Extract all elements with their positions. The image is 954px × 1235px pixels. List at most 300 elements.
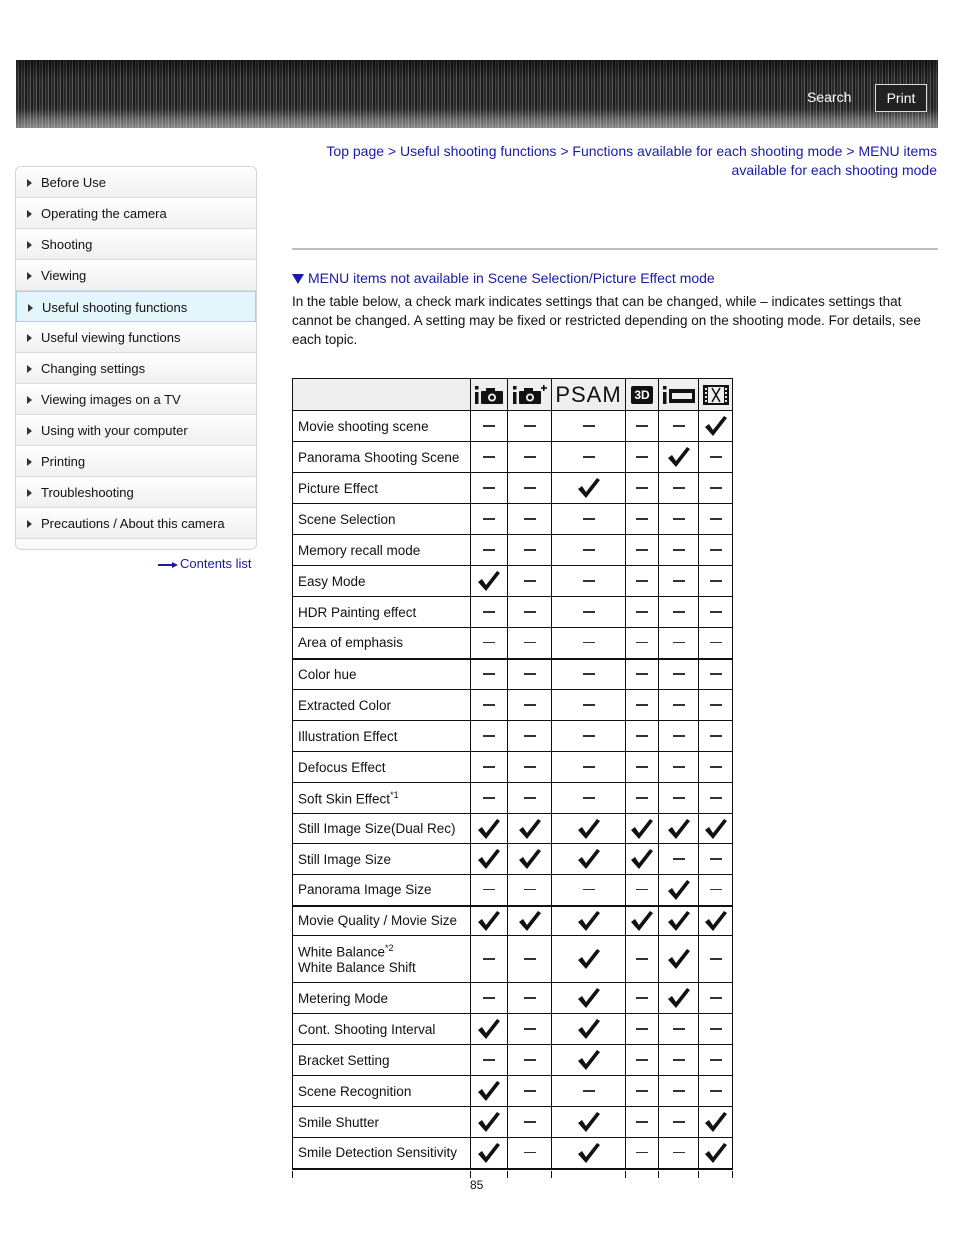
dash-icon <box>483 549 495 551</box>
table-row <box>293 442 733 473</box>
row-label-cell <box>293 442 471 473</box>
table-row <box>293 597 733 628</box>
row-label: Area of emphasis <box>298 635 404 651</box>
mode-cell <box>552 814 626 844</box>
mode-cell <box>626 983 659 1014</box>
sidebar-item-label: Precautions / About this camera <box>41 516 225 531</box>
mode-cell <box>659 473 699 504</box>
sidebar-item[interactable] <box>16 446 256 477</box>
dash-icon <box>524 642 536 644</box>
dash-icon <box>673 704 685 706</box>
dash-icon <box>483 487 495 489</box>
mode-cell <box>699 504 733 535</box>
section-title-text: MENU items not available in Scene Selection/Picture Effect mode <box>308 270 715 286</box>
dash-icon <box>524 766 536 768</box>
row-label: Illustration Effect <box>298 728 398 744</box>
table-row <box>293 844 733 875</box>
mode-cell <box>508 936 552 983</box>
breadcrumb <box>292 142 937 180</box>
divider <box>292 248 938 250</box>
dash-icon <box>710 797 722 799</box>
psam-icon: PSAM <box>555 381 622 407</box>
mode-cell <box>626 752 659 783</box>
contents-list-link[interactable] <box>158 556 252 571</box>
dash-icon <box>636 766 648 768</box>
table-row <box>293 814 733 844</box>
dash-icon <box>483 766 495 768</box>
row-label-cell <box>293 690 471 721</box>
table-row <box>293 1107 733 1138</box>
mode-cell <box>699 875 733 906</box>
mode-cell <box>699 535 733 566</box>
dash-icon <box>636 518 648 520</box>
dash-icon <box>524 997 536 999</box>
check-icon <box>477 1111 501 1133</box>
intelligent-auto-icon <box>473 384 505 406</box>
dash-icon <box>524 611 536 613</box>
mode-cell <box>471 690 508 721</box>
menu-items-table <box>292 378 733 1170</box>
row-label: Memory recall mode <box>298 542 421 558</box>
dash-icon <box>636 704 648 706</box>
table-row <box>293 628 733 659</box>
mode-cell <box>626 597 659 628</box>
dash-icon <box>524 704 536 706</box>
check-icon <box>477 1080 501 1102</box>
sidebar-item[interactable] <box>16 508 256 539</box>
sidebar-item[interactable] <box>16 384 256 415</box>
mode-cell <box>699 473 733 504</box>
check-icon <box>477 910 501 932</box>
mode-cell <box>699 659 733 690</box>
table-row <box>293 1014 733 1045</box>
dash-icon <box>524 456 536 458</box>
sidebar-item-label: Shooting <box>41 237 93 252</box>
mode-cell <box>471 504 508 535</box>
mode-cell <box>699 411 733 442</box>
mode-cell <box>659 875 699 906</box>
dash-icon <box>673 858 685 860</box>
mode-cell <box>471 566 508 597</box>
check-icon <box>630 910 654 932</box>
mode-cell <box>699 690 733 721</box>
sidebar-item[interactable] <box>16 353 256 384</box>
mode-cell <box>659 936 699 983</box>
row-label: White Balance <box>298 944 386 960</box>
dash-icon <box>636 642 648 644</box>
row-label: Picture Effect <box>298 480 379 496</box>
dash-icon <box>636 1090 648 1092</box>
dash-icon <box>583 1090 595 1092</box>
mode-cell <box>508 783 552 814</box>
mode-cell <box>552 566 626 597</box>
row-label-secondary: White Balance Shift <box>298 959 416 975</box>
mode-cell <box>508 721 552 752</box>
check-icon <box>667 987 691 1009</box>
row-label-cell <box>293 814 471 844</box>
row-label: Easy Mode <box>298 573 366 589</box>
mode-cell <box>471 814 508 844</box>
mode-cell <box>659 1076 699 1107</box>
dash-icon <box>673 549 685 551</box>
dash-icon <box>710 735 722 737</box>
mode-cell <box>552 411 626 442</box>
row-label: Metering Mode <box>298 990 389 1006</box>
dash-icon <box>483 704 495 706</box>
mode-cell <box>508 844 552 875</box>
check-icon <box>577 848 601 870</box>
header-mode-cell <box>659 379 699 411</box>
mode-cell <box>699 1045 733 1076</box>
mode-cell <box>552 721 626 752</box>
table-row <box>293 936 733 983</box>
mode-cell <box>508 1045 552 1076</box>
table-tail-line <box>732 1171 733 1178</box>
mode-cell <box>471 844 508 875</box>
dash-icon <box>483 456 495 458</box>
mode-cell <box>626 875 659 906</box>
dash-icon <box>636 580 648 582</box>
mode-cell <box>552 1107 626 1138</box>
check-icon <box>704 1111 728 1133</box>
mode-cell <box>659 844 699 875</box>
dash-icon <box>583 580 595 582</box>
page-number: 85 <box>470 1178 484 1192</box>
dash-icon <box>483 735 495 737</box>
section-title-link[interactable] <box>292 270 715 286</box>
sidebar-item[interactable] <box>16 291 256 322</box>
dash-icon <box>483 642 495 644</box>
check-icon <box>667 446 691 468</box>
mode-cell <box>626 1014 659 1045</box>
mode-cell <box>626 936 659 983</box>
dash-icon <box>636 673 648 675</box>
check-icon <box>667 910 691 932</box>
mode-cell <box>699 597 733 628</box>
row-label: Extracted Color <box>298 697 392 713</box>
dash-icon <box>673 735 685 737</box>
caret-right-icon <box>28 304 33 312</box>
caret-right-icon <box>27 489 32 497</box>
mode-cell <box>508 659 552 690</box>
dash-icon <box>483 997 495 999</box>
check-icon <box>577 948 601 970</box>
mode-cell <box>659 628 699 659</box>
check-icon <box>667 948 691 970</box>
mode-cell <box>699 983 733 1014</box>
sidebar-item-label: Changing settings <box>41 361 146 376</box>
mode-cell <box>552 752 626 783</box>
mode-cell <box>471 983 508 1014</box>
mode-cell <box>471 1107 508 1138</box>
dash-icon <box>524 518 536 520</box>
mode-cell <box>659 983 699 1014</box>
dash-icon <box>483 958 495 960</box>
dash-icon <box>583 425 595 427</box>
dash-icon <box>673 642 685 644</box>
table-row <box>293 1076 733 1107</box>
header-mode-cell <box>699 379 733 411</box>
mode-cell <box>699 1107 733 1138</box>
intro-paragraph: In the table below, a check mark indicates settings that can be changed, while – indicates settings that cannot be changed. A setting may be fixed or restricted depending on the shooting mode. For details, see each topic. <box>292 294 921 347</box>
dash-icon <box>673 1028 685 1030</box>
row-label-cell <box>293 906 471 936</box>
dash-icon <box>483 425 495 427</box>
mode-cell <box>471 1076 508 1107</box>
triangle-down-icon <box>292 274 304 284</box>
dash-icon <box>636 1121 648 1123</box>
check-icon <box>704 415 728 437</box>
dash-icon <box>524 487 536 489</box>
contents-list-label: Contents list <box>180 556 252 571</box>
row-label-cell <box>293 1014 471 1045</box>
table-tail-line <box>698 1171 699 1178</box>
dash-icon <box>524 1121 536 1123</box>
mode-cell <box>626 411 659 442</box>
dash-icon <box>483 797 495 799</box>
mode-cell <box>699 906 733 936</box>
mode-cell <box>699 936 733 983</box>
mode-cell <box>552 875 626 906</box>
mode-cell <box>659 566 699 597</box>
dash-icon <box>583 766 595 768</box>
dash-icon <box>710 580 722 582</box>
dash-icon <box>524 1028 536 1030</box>
dash-icon <box>524 549 536 551</box>
table-row <box>293 1138 733 1169</box>
mode-cell <box>626 535 659 566</box>
mode-cell <box>659 1014 699 1045</box>
row-label-cell <box>293 936 471 983</box>
mode-cell <box>699 566 733 597</box>
dash-icon <box>483 1059 495 1061</box>
mode-cell <box>471 628 508 659</box>
mode-cell <box>699 442 733 473</box>
mode-cell <box>508 906 552 936</box>
mode-cell <box>508 442 552 473</box>
mode-cell <box>699 1138 733 1169</box>
mode-cell <box>471 721 508 752</box>
caret-right-icon <box>27 179 32 187</box>
mode-cell <box>626 504 659 535</box>
mode-cell <box>699 814 733 844</box>
dash-icon <box>636 1028 648 1030</box>
caret-right-icon <box>27 241 32 249</box>
mode-cell <box>508 814 552 844</box>
mode-cell <box>699 1014 733 1045</box>
sidebar-item-label: Using with your computer <box>41 423 188 438</box>
table-row <box>293 1045 733 1076</box>
check-icon <box>577 818 601 840</box>
mode-cell <box>659 783 699 814</box>
dash-icon <box>710 1028 722 1030</box>
sidebar-item-label: Viewing images on a TV <box>41 392 181 407</box>
dash-icon <box>636 889 648 891</box>
dash-icon <box>636 611 648 613</box>
dash-icon <box>583 735 595 737</box>
header-mode-cell <box>552 379 626 411</box>
mode-cell <box>552 1076 626 1107</box>
check-icon <box>667 879 691 901</box>
row-label-cell <box>293 1045 471 1076</box>
sidebar-item[interactable] <box>16 229 256 260</box>
dash-icon <box>524 889 536 891</box>
mode-cell <box>552 659 626 690</box>
table-tail-line <box>551 1171 552 1178</box>
table-row <box>293 906 733 936</box>
mode-cell <box>552 844 626 875</box>
mode-cell <box>552 906 626 936</box>
table-row <box>293 473 733 504</box>
mode-cell <box>508 752 552 783</box>
dash-icon <box>524 1059 536 1061</box>
check-icon <box>477 818 501 840</box>
dash-icon <box>673 1059 685 1061</box>
mode-cell <box>626 690 659 721</box>
mode-cell <box>508 411 552 442</box>
header-mode-cell <box>626 379 659 411</box>
breadcrumb-separator: > <box>387 143 397 159</box>
footnote-marker: *2 <box>385 943 394 954</box>
print-button[interactable]: Print <box>875 84 927 112</box>
sidebar-nav <box>15 166 257 550</box>
sidebar-item[interactable] <box>16 322 256 353</box>
row-label: Cont. Shooting Interval <box>298 1021 436 1037</box>
mode-cell <box>626 814 659 844</box>
breadcrumb-functions-available[interactable]: Functions available for each shooting mode <box>572 143 843 159</box>
dash-icon <box>583 797 595 799</box>
search-link[interactable]: Search <box>807 89 852 105</box>
dash-icon <box>710 858 722 860</box>
mode-cell <box>659 1045 699 1076</box>
table-row <box>293 411 733 442</box>
dash-icon <box>710 456 722 458</box>
superior-auto-icon <box>511 384 549 406</box>
mode-cell <box>552 1014 626 1045</box>
mode-cell <box>471 906 508 936</box>
mode-cell <box>626 1138 659 1169</box>
caret-right-icon <box>27 458 32 466</box>
breadcrumb-top-page[interactable]: Top page <box>326 143 385 159</box>
table-row <box>293 504 733 535</box>
dash-icon <box>583 642 595 644</box>
dash-icon <box>636 997 648 999</box>
row-label: Movie shooting scene <box>298 418 429 434</box>
row-label: Bracket Setting <box>298 1052 390 1068</box>
table-row <box>293 659 733 690</box>
sidebar-item[interactable] <box>16 415 256 446</box>
movie-mode-icon <box>703 384 729 406</box>
dash-icon <box>524 958 536 960</box>
mode-cell <box>508 690 552 721</box>
mode-cell <box>552 473 626 504</box>
mode-cell <box>659 721 699 752</box>
table-tail-line <box>292 1171 293 1178</box>
mode-cell <box>552 936 626 983</box>
row-label: Still Image Size <box>298 851 392 867</box>
row-label-cell <box>293 721 471 752</box>
row-label-cell <box>293 752 471 783</box>
dash-icon <box>673 425 685 427</box>
mode-cell <box>626 566 659 597</box>
sidebar-item[interactable] <box>16 198 256 229</box>
dash-icon <box>710 889 722 891</box>
dash-icon <box>524 735 536 737</box>
check-icon <box>704 1142 728 1164</box>
dash-icon <box>673 797 685 799</box>
row-label: Panorama Image Size <box>298 882 432 898</box>
dash-icon <box>583 611 595 613</box>
row-label-cell <box>293 411 471 442</box>
caret-right-icon <box>27 520 32 528</box>
mode-cell <box>471 936 508 983</box>
dash-icon <box>710 958 722 960</box>
sidebar-item-label: Operating the camera <box>41 206 167 221</box>
caret-right-icon <box>27 365 32 373</box>
breadcrumb-menu-items[interactable]: MENU items available for each shooting mode <box>731 143 937 178</box>
table-row <box>293 566 733 597</box>
dash-icon <box>524 1090 536 1092</box>
sidebar-item-label: Useful viewing functions <box>41 330 181 345</box>
dash-icon <box>673 1090 685 1092</box>
dash-icon <box>636 735 648 737</box>
table-row <box>293 752 733 783</box>
mode-cell <box>659 752 699 783</box>
row-label: Panorama Shooting Scene <box>298 449 460 465</box>
sidebar-item[interactable] <box>16 260 256 291</box>
sidebar-item-label: Viewing <box>41 268 87 283</box>
dash-icon <box>710 1059 722 1061</box>
mode-cell <box>626 906 659 936</box>
mode-cell <box>626 628 659 659</box>
table-header-row <box>293 379 733 411</box>
table-tail-line <box>658 1171 659 1178</box>
row-label-cell <box>293 473 471 504</box>
footnote-marker: *1 <box>390 789 399 800</box>
table-row <box>293 690 733 721</box>
dash-icon <box>583 518 595 520</box>
dash-icon <box>583 549 595 551</box>
row-label-cell <box>293 597 471 628</box>
mode-cell <box>659 906 699 936</box>
mode-cell <box>508 1076 552 1107</box>
mode-cell <box>508 875 552 906</box>
mode-cell <box>626 844 659 875</box>
sidebar-item[interactable] <box>16 167 256 198</box>
dash-icon <box>524 1152 536 1154</box>
mode-cell <box>626 659 659 690</box>
mode-cell <box>626 442 659 473</box>
row-label: Smile Shutter <box>298 1114 380 1130</box>
row-label: Scene Selection <box>298 511 396 527</box>
breadcrumb-useful-shooting-functions[interactable]: Useful shooting functions <box>400 143 557 159</box>
dash-icon <box>673 1152 685 1154</box>
mode-cell <box>508 1107 552 1138</box>
dash-icon <box>636 456 648 458</box>
mode-cell <box>626 1107 659 1138</box>
row-label-cell <box>293 1076 471 1107</box>
dash-icon <box>583 456 595 458</box>
table-row <box>293 983 733 1014</box>
dash-icon <box>710 487 722 489</box>
mode-cell <box>471 875 508 906</box>
sidebar-item[interactable] <box>16 477 256 508</box>
table-row <box>293 875 733 906</box>
check-icon <box>577 1111 601 1133</box>
mode-cell <box>659 535 699 566</box>
mode-cell <box>508 1014 552 1045</box>
row-label: HDR Painting effect <box>298 604 417 620</box>
